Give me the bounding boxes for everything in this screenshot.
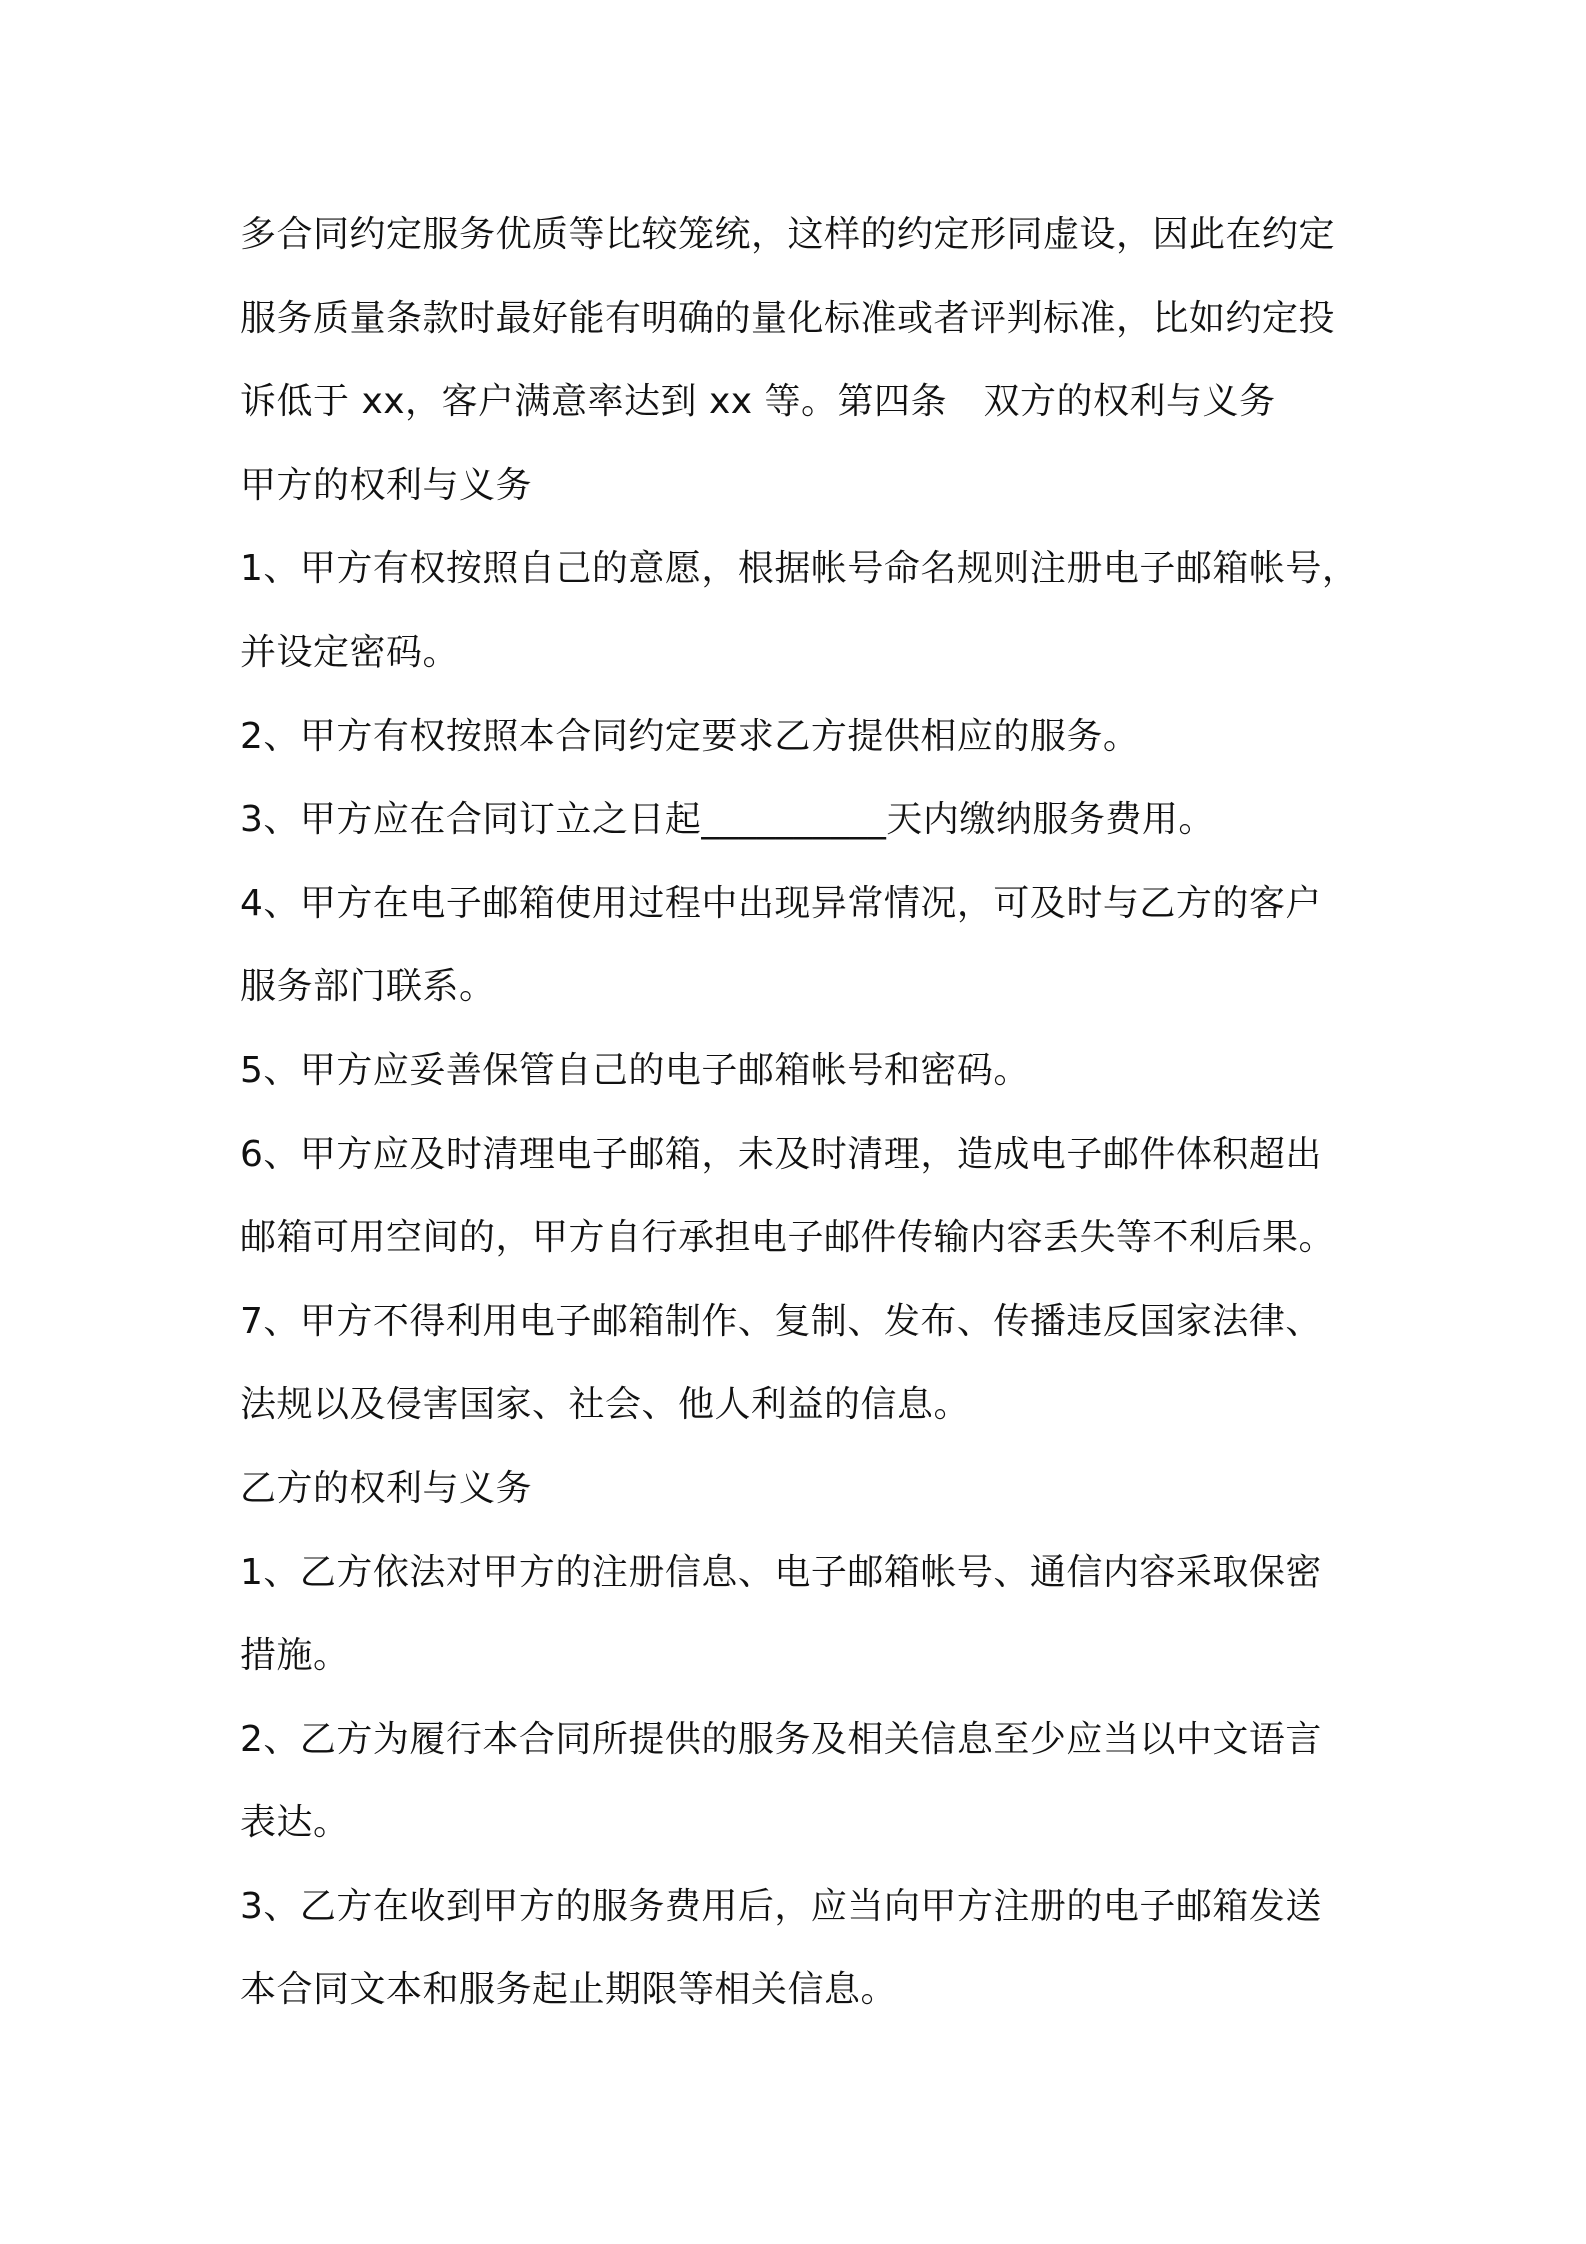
text-line: 1、乙方依法对甲方的注册信息、电子邮箱帐号、通信内容采取保密 bbox=[240, 1551, 1322, 1593]
text-line: 5、甲方应妥善保管自己的电子邮箱帐号和密码。 bbox=[240, 1049, 1030, 1091]
text-line: 诉低于 xx，客户满意率达到 xx 等。第四条 双方的权利与义务 bbox=[240, 381, 1276, 423]
text-line: 并设定密码。 bbox=[240, 631, 460, 673]
text-line: 3、甲方应在合同订立之日起__________天内缴纳服务费用。 bbox=[240, 799, 1215, 841]
text-line: 本合同文本和服务起止期限等相关信息。 bbox=[240, 1969, 898, 2011]
text-line: 服务部门联系。 bbox=[240, 966, 496, 1008]
text-line: 多合同约定服务优质等比较笼统，这样的约定形同虚设，因此在约定 bbox=[240, 214, 1336, 255]
text-line: 2、甲方有权按照本合同约定要求乙方提供相应的服务。 bbox=[240, 715, 1140, 757]
text-line: 表达。 bbox=[240, 1802, 350, 1844]
text-line: 2、乙方为履行本合同所提供的服务及相关信息至少应当以中文语言 bbox=[240, 1718, 1322, 1760]
text-line: 6、甲方应及时清理电子邮箱，未及时清理，造成电子邮件体积超出 bbox=[240, 1133, 1322, 1175]
section-heading-party-b: 乙方的权利与义务 bbox=[240, 1467, 533, 1509]
text-line: 邮箱可用空间的，甲方自行承担电子邮件传输内容丢失等不利后果。 bbox=[240, 1217, 1336, 1259]
text-line: 7、甲方不得利用电子邮箱制作、复制、发布、传播违反国家法律、 bbox=[240, 1300, 1322, 1342]
text-line: 1、甲方有权按照自己的意愿，根据帐号命名规则注册电子邮箱帐号， bbox=[240, 548, 1359, 590]
text-line: 法规以及侵害国家、社会、他人利益的信息。 bbox=[240, 1384, 971, 1426]
text-line: 4、甲方在电子邮箱使用过程中出现异常情况，可及时与乙方的客户 bbox=[240, 882, 1322, 924]
text-line: 3、乙方在收到甲方的服务费用后，应当向甲方注册的电子邮箱发送 bbox=[240, 1885, 1322, 1927]
section-heading-party-a: 甲方的权利与义务 bbox=[240, 464, 533, 506]
text-line: 措施。 bbox=[240, 1635, 350, 1677]
document-body bbox=[240, 193, 1360, 2032]
text-line: 服务质量条款时最好能有明确的量化标准或者评判标准，比如约定投 bbox=[240, 297, 1336, 339]
